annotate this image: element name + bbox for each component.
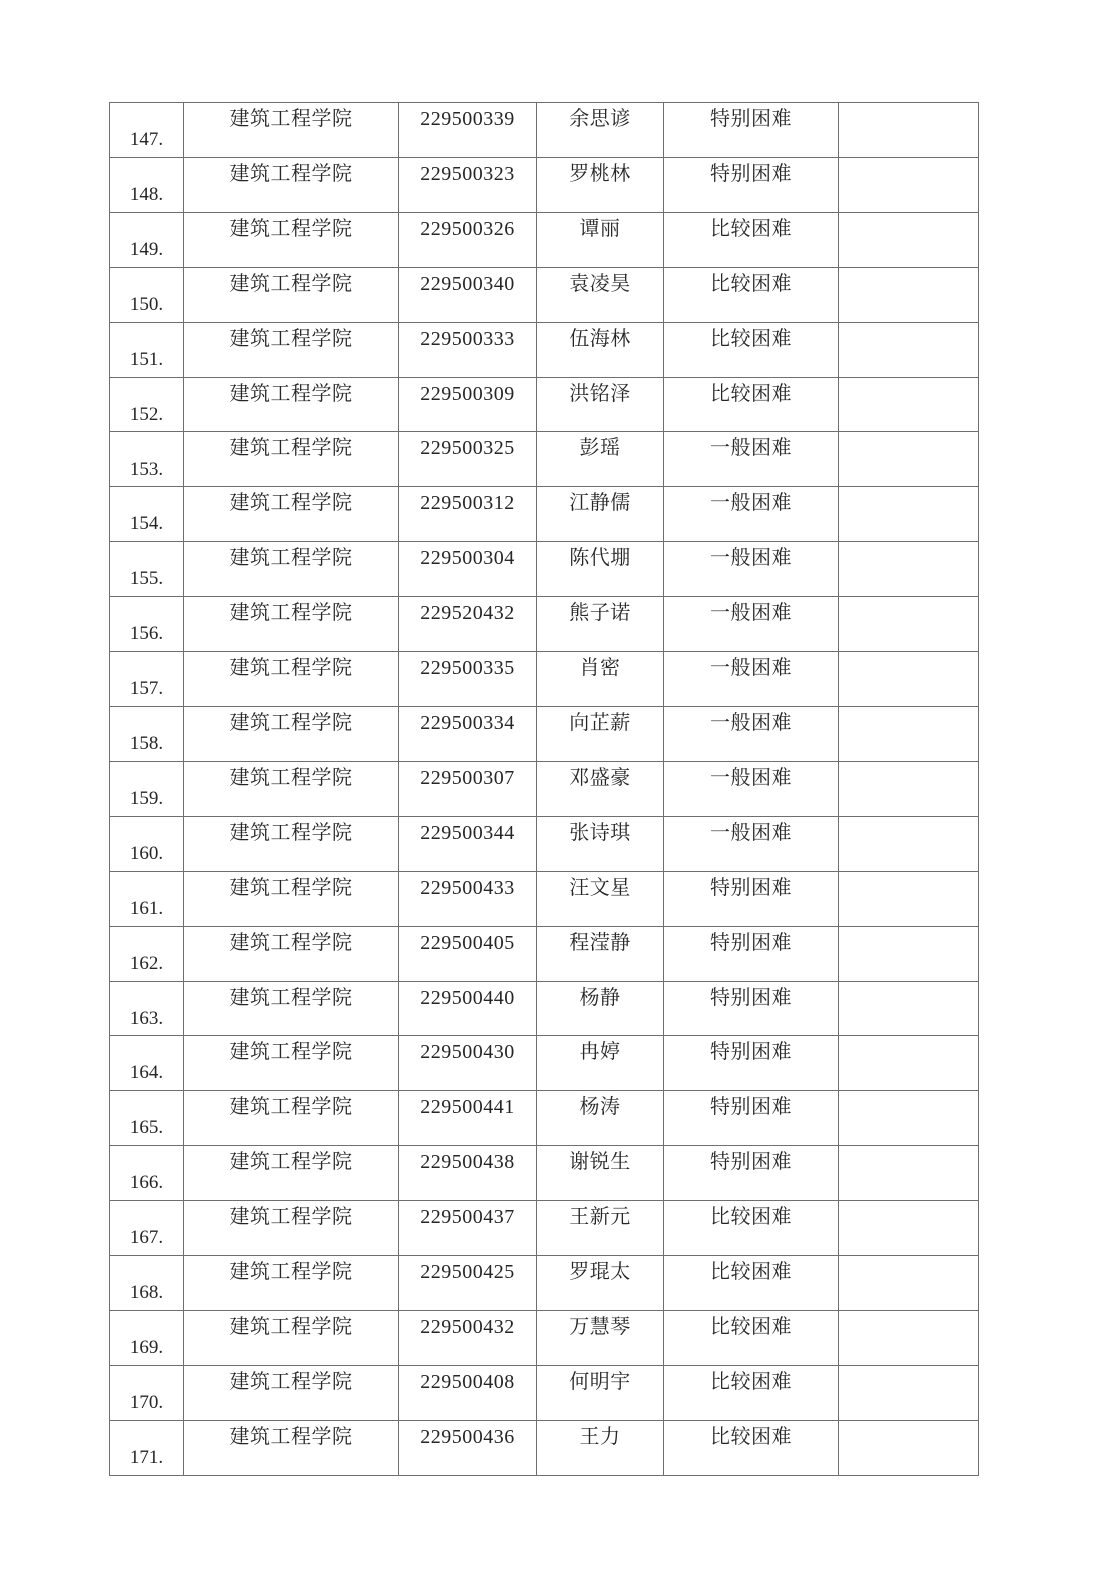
row-number-cell: 148. [110,158,184,213]
name-cell: 何明宇 [537,1366,664,1421]
difficulty-level-cell: 特别困难 [664,872,839,927]
difficulty-level-cell: 比较困难 [664,1421,839,1476]
row-number-cell: 165. [110,1091,184,1146]
row-number-cell: 152. [110,378,184,433]
remark-cell [839,378,979,433]
student-id-cell: 229500312 [399,487,537,542]
college-cell: 建筑工程学院 [184,487,399,542]
college-cell: 建筑工程学院 [184,542,399,597]
student-id-cell: 229500340 [399,268,537,323]
row-number-cell: 147. [110,103,184,158]
remark-cell [839,542,979,597]
row-number-cell: 149. [110,213,184,268]
name-cell: 杨静 [537,982,664,1037]
college-cell: 建筑工程学院 [184,927,399,982]
remark-cell [839,707,979,762]
row-number-cell: 169. [110,1311,184,1366]
student-id-cell: 229500339 [399,103,537,158]
name-cell: 张诗琪 [537,817,664,872]
college-cell: 建筑工程学院 [184,597,399,652]
student-id-cell: 229500334 [399,707,537,762]
college-cell: 建筑工程学院 [184,103,399,158]
remark-cell [839,597,979,652]
difficulty-level-cell: 特别困难 [664,982,839,1037]
name-cell: 熊子诺 [537,597,664,652]
college-cell: 建筑工程学院 [184,652,399,707]
row-number-cell: 155. [110,542,184,597]
remark-cell [839,103,979,158]
college-cell: 建筑工程学院 [184,323,399,378]
row-number-cell: 160. [110,817,184,872]
student-id-cell: 229500307 [399,762,537,817]
name-cell: 伍海林 [537,323,664,378]
row-number-cell: 162. [110,927,184,982]
remark-cell [839,982,979,1037]
remark-cell [839,762,979,817]
difficulty-level-cell: 特别困难 [664,158,839,213]
student-id-cell: 229500326 [399,213,537,268]
remark-cell [839,1421,979,1476]
difficulty-level-cell: 比较困难 [664,1256,839,1311]
college-cell: 建筑工程学院 [184,1421,399,1476]
difficulty-level-cell: 特别困难 [664,927,839,982]
row-number-cell: 151. [110,323,184,378]
name-cell: 彭瑶 [537,432,664,487]
name-cell: 程滢静 [537,927,664,982]
row-number-cell: 159. [110,762,184,817]
student-id-cell: 229500333 [399,323,537,378]
difficulty-level-cell: 一般困难 [664,762,839,817]
student-id-cell: 229500437 [399,1201,537,1256]
remark-cell [839,817,979,872]
difficulty-level-cell: 比较困难 [664,268,839,323]
college-cell: 建筑工程学院 [184,1311,399,1366]
college-cell: 建筑工程学院 [184,982,399,1037]
difficulty-level-cell: 比较困难 [664,213,839,268]
student-id-cell: 229500433 [399,872,537,927]
college-cell: 建筑工程学院 [184,817,399,872]
difficulty-level-cell: 比较困难 [664,378,839,433]
difficulty-level-cell: 特别困难 [664,1146,839,1201]
college-cell: 建筑工程学院 [184,1201,399,1256]
difficulty-level-cell: 比较困难 [664,1311,839,1366]
row-number-cell: 154. [110,487,184,542]
row-number-cell: 167. [110,1201,184,1256]
remark-cell [839,872,979,927]
student-id-cell: 229500430 [399,1036,537,1091]
difficulty-level-cell: 一般困难 [664,707,839,762]
name-cell: 万慧琴 [537,1311,664,1366]
row-number-cell: 164. [110,1036,184,1091]
college-cell: 建筑工程学院 [184,762,399,817]
student-id-cell: 229500405 [399,927,537,982]
row-number-cell: 168. [110,1256,184,1311]
difficulty-level-cell: 一般困难 [664,652,839,707]
college-cell: 建筑工程学院 [184,872,399,927]
student-id-cell: 229500325 [399,432,537,487]
remark-cell [839,1256,979,1311]
difficulty-level-cell: 比较困难 [664,323,839,378]
name-cell: 王力 [537,1421,664,1476]
remark-cell [839,927,979,982]
college-cell: 建筑工程学院 [184,1091,399,1146]
student-difficulty-table [109,102,979,1476]
name-cell: 谢锐生 [537,1146,664,1201]
row-number-cell: 161. [110,872,184,927]
difficulty-level-cell: 特别困难 [664,103,839,158]
name-cell: 王新元 [537,1201,664,1256]
row-number-cell: 153. [110,432,184,487]
difficulty-level-cell: 一般困难 [664,597,839,652]
student-id-cell: 229520432 [399,597,537,652]
college-cell: 建筑工程学院 [184,158,399,213]
row-number-cell: 166. [110,1146,184,1201]
student-id-cell: 229500304 [399,542,537,597]
college-cell: 建筑工程学院 [184,1256,399,1311]
remark-cell [839,1036,979,1091]
student-id-cell: 229500344 [399,817,537,872]
name-cell: 谭丽 [537,213,664,268]
remark-cell [839,213,979,268]
name-cell: 汪文星 [537,872,664,927]
college-cell: 建筑工程学院 [184,268,399,323]
name-cell: 余思谚 [537,103,664,158]
row-number-cell: 158. [110,707,184,762]
student-id-cell: 229500408 [399,1366,537,1421]
difficulty-level-cell: 比较困难 [664,1201,839,1256]
remark-cell [839,1201,979,1256]
name-cell: 向芷薪 [537,707,664,762]
student-id-cell: 229500335 [399,652,537,707]
student-id-cell: 229500441 [399,1091,537,1146]
remark-cell [839,652,979,707]
name-cell: 冉婷 [537,1036,664,1091]
remark-cell [839,323,979,378]
row-number-cell: 171. [110,1421,184,1476]
difficulty-level-cell: 特别困难 [664,1036,839,1091]
row-number-cell: 163. [110,982,184,1037]
college-cell: 建筑工程学院 [184,707,399,762]
remark-cell [839,1091,979,1146]
student-id-cell: 229500440 [399,982,537,1037]
remark-cell [839,268,979,323]
remark-cell [839,487,979,542]
student-id-cell: 229500323 [399,158,537,213]
remark-cell [839,1311,979,1366]
difficulty-level-cell: 特别困难 [664,1091,839,1146]
college-cell: 建筑工程学院 [184,1366,399,1421]
college-cell: 建筑工程学院 [184,378,399,433]
difficulty-level-cell: 比较困难 [664,1366,839,1421]
student-id-cell: 229500436 [399,1421,537,1476]
difficulty-level-cell: 一般困难 [664,432,839,487]
college-cell: 建筑工程学院 [184,1036,399,1091]
remark-cell [839,432,979,487]
college-cell: 建筑工程学院 [184,1146,399,1201]
row-number-cell: 170. [110,1366,184,1421]
name-cell: 袁凌昊 [537,268,664,323]
remark-cell [839,1366,979,1421]
name-cell: 罗琨太 [537,1256,664,1311]
name-cell: 罗桃林 [537,158,664,213]
student-id-cell: 229500438 [399,1146,537,1201]
name-cell: 洪铭泽 [537,378,664,433]
name-cell: 杨涛 [537,1091,664,1146]
row-number-cell: 157. [110,652,184,707]
college-cell: 建筑工程学院 [184,213,399,268]
student-id-cell: 229500309 [399,378,537,433]
name-cell: 邓盛豪 [537,762,664,817]
student-id-cell: 229500432 [399,1311,537,1366]
row-number-cell: 150. [110,268,184,323]
name-cell: 江静儒 [537,487,664,542]
student-id-cell: 229500425 [399,1256,537,1311]
row-number-cell: 156. [110,597,184,652]
name-cell: 肖密 [537,652,664,707]
difficulty-level-cell: 一般困难 [664,817,839,872]
remark-cell [839,1146,979,1201]
difficulty-level-cell: 一般困难 [664,542,839,597]
difficulty-level-cell: 一般困难 [664,487,839,542]
name-cell: 陈代堋 [537,542,664,597]
college-cell: 建筑工程学院 [184,432,399,487]
remark-cell [839,158,979,213]
